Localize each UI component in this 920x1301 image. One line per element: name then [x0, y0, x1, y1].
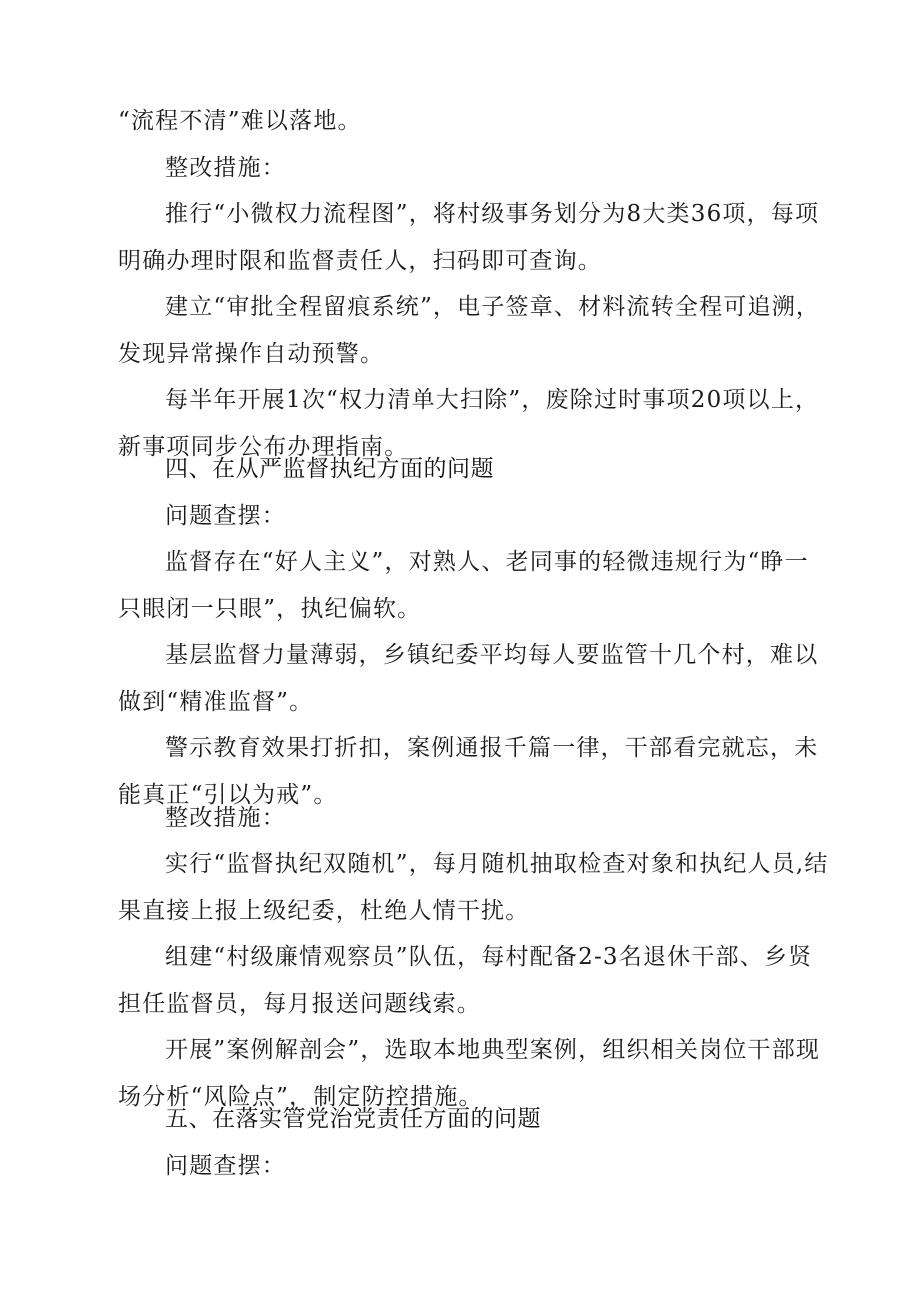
paragraph-measure: 实行“监督执纪双随机”，每月随机抽取检查对象和执纪人员,结果直接上报上级纪委，杜绝人情干扰。 — [118, 851, 829, 924]
paragraph-measure: 推行“小微权力流程图”，将村级事务划分为8大类36项，每项明确办理时限和监督责任人，扫码即可查询。 — [118, 201, 820, 274]
paragraph-problem: 基层监督力量薄弱，乡镇纪委平均每人要监管十几个村，难以做到“精准监督”。 — [118, 642, 819, 715]
subheading-rectification: 整改措施： — [165, 805, 286, 831]
subheading-problems: 问题查摆： — [165, 503, 286, 529]
paragraph-measure: 组建“村级廉情观察员”队伍，每村配备2-3名退休干部、乡贤担任监督员，每月报送问题线索。 — [118, 944, 813, 1017]
section-heading: 五、在落实管党治党责任方面的问题 — [165, 1106, 541, 1132]
paragraph-measure: 建立“审批全程留痕系统”，电子签章、材料流转全程可追溯，发现异常操作自动预警。 — [118, 294, 821, 367]
paragraph-measure: 每半年开展1次“权力清单大扫除”，废除过时事项20项以上，新事项同步公布办理指南。 — [118, 387, 820, 460]
subheading-rectification: 整改措施： — [165, 155, 286, 181]
section-heading: 四、在从严监督执纪方面的问题 — [165, 456, 494, 482]
paragraph-problem: 警示教育效果打折扣，案例通报千篇一律，干部看完就忘，未能真正“引以为戒”。 — [118, 735, 819, 808]
paragraph-problem: 监督存在“好人主义”，对熟人、老同事的轻微违规行为“睁一只眼闭一只眼”，执纪偏软。 — [118, 549, 809, 622]
paragraph-continuation: “流程不清”难以落地。 — [118, 108, 362, 134]
subheading-problems: 问题查摆： — [165, 1153, 286, 1179]
paragraph-measure: 开展”案例解剖会”，选取本地典型案例，组织相关岗位干部现场分析“风险点”，制定防控措施。 — [118, 1037, 821, 1110]
